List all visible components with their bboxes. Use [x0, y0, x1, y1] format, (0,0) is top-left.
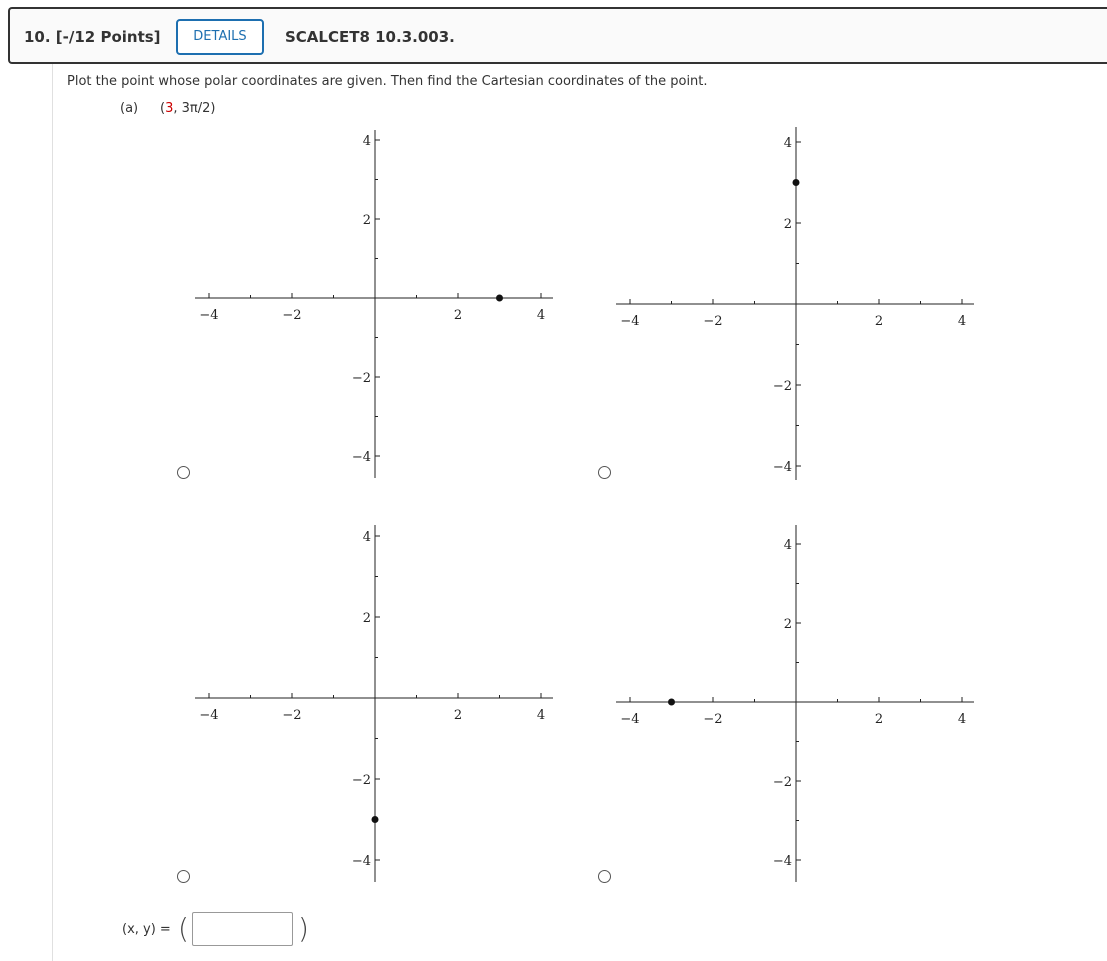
problem-code: SCALCET8 10.3.003.	[285, 28, 455, 46]
graph-4-y-tick-label: −2	[772, 775, 792, 790]
graph-4-y-tick-label: −4	[772, 854, 792, 869]
graph-2-plotted-point	[793, 179, 800, 186]
graph-4-y-tick-label: 2	[783, 617, 792, 632]
question-number: 10. [-/12 Points]	[24, 28, 161, 46]
graph-2-x-tick-label: −2	[703, 314, 723, 329]
graph-4-x-tick-label: 4	[957, 712, 967, 727]
details-button[interactable]: DETAILS	[176, 19, 264, 55]
graph-1-y-tick-label: 2	[362, 213, 371, 228]
graph-4-y-tick-label: 4	[783, 538, 792, 553]
graph-3-x-tick-label: 2	[453, 708, 463, 723]
graph-4-x-tick-label: 2	[874, 712, 884, 727]
graph-3-y-tick-label: −4	[351, 854, 371, 869]
answer-label: (x, y) =	[122, 922, 171, 937]
cartesian-answer-input[interactable]	[192, 912, 293, 946]
graph-3-x-tick-label: 4	[536, 708, 546, 723]
graph-1-x-tick-label: −2	[282, 308, 302, 323]
open-paren: (	[178, 912, 189, 945]
graph-2-y-tick-label: 4	[783, 136, 792, 151]
graph-2-y-tick-label: −2	[772, 379, 792, 394]
option-1-radio[interactable]	[177, 466, 190, 479]
close-paren: )	[298, 912, 309, 945]
graph-3-y-tick-label: −2	[351, 773, 371, 788]
option-2-radio[interactable]	[598, 466, 611, 479]
graph-1-y-tick-label: −2	[351, 371, 371, 386]
graph-3-x-tick-label: −4	[199, 708, 219, 723]
graph-2-x-tick-label: 4	[957, 314, 967, 329]
graph-4-plotted-point	[668, 699, 675, 706]
graph-1-y-tick-label: 4	[362, 134, 371, 149]
graph-2-y-tick-label: −4	[772, 460, 792, 475]
graph-1-plotted-point	[496, 295, 503, 302]
graph-3-y-tick-label: 2	[362, 611, 371, 626]
graph-1-y-tick-label: −4	[351, 450, 371, 465]
graph-2-x-tick-label: −4	[620, 314, 640, 329]
graph-3-x-tick-label: −2	[282, 708, 302, 723]
graph-2-x-tick-label: 2	[874, 314, 884, 329]
graph-4-x-tick-label: −2	[703, 712, 723, 727]
option-4-radio[interactable]	[598, 870, 611, 883]
polar-coords-rest: , 3π/2)	[173, 101, 216, 116]
part-label: (a)	[120, 101, 139, 116]
polar-coords-open: (	[160, 101, 166, 116]
graph-1-x-tick-label: 4	[536, 308, 546, 323]
graph-3-y-tick-label: 4	[362, 530, 371, 545]
graph-3-plotted-point	[372, 816, 379, 823]
graph-1-x-tick-label: −4	[199, 308, 219, 323]
polar-coords-r: 3	[165, 101, 174, 116]
problem-prompt: Plot the point whose polar coordinates are given. Then find the Cartesian coordinates of the point.	[67, 74, 708, 89]
graph-2-y-tick-label: 2	[783, 217, 792, 232]
graph-1-x-tick-label: 2	[453, 308, 463, 323]
option-3-radio[interactable]	[177, 870, 190, 883]
graph-4-x-tick-label: −4	[620, 712, 640, 727]
